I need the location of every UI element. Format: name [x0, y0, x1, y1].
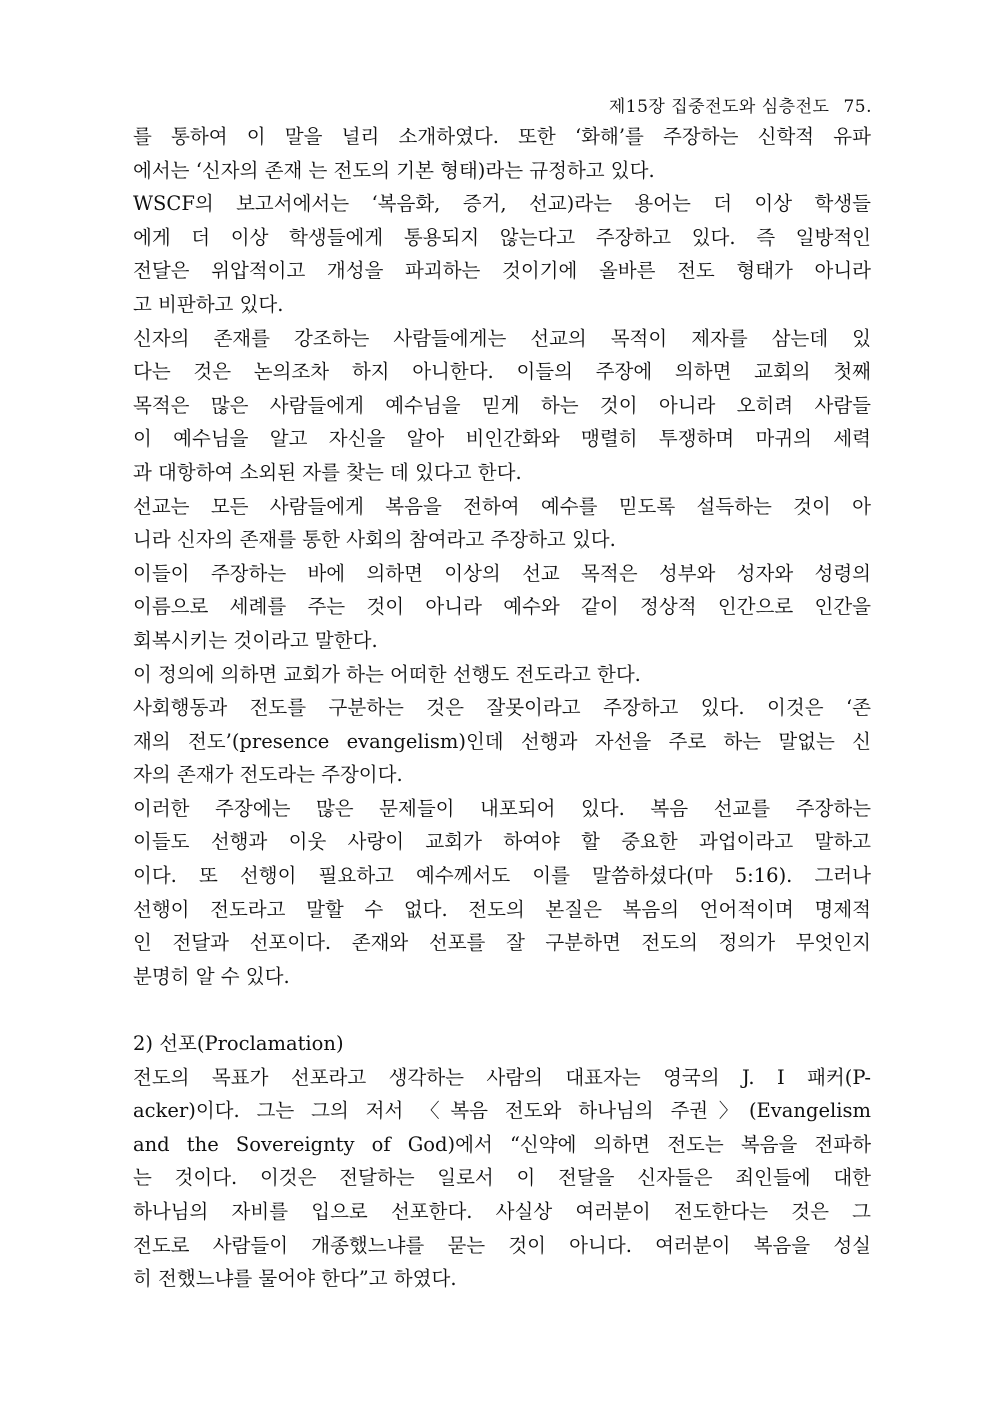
- text-line: 니라 신자의 존재를 통한 사회의 참여라고 주장하고 있다.: [133, 528, 616, 552]
- text-line: 재의 전도’(presence evangelism)인데 선행과 자선을 주로 하는 말없는 신: [133, 729, 871, 753]
- text-line: 이다. 또 선행이 필요하고 예수께서도 이를 말씀하셨다(마 5:16). 그러나: [133, 864, 871, 888]
- text-line: 회복시키는 것이라고 말한다.: [133, 628, 378, 652]
- text-line: 신자의 존재를 강조하는 사람들에게는 선교의 목적이 제자를 삼는데 있: [133, 326, 871, 350]
- text-line: 이름으로 세례를 주는 것이 아니라 예수와 같이 정상적 인간으로 인간을: [133, 595, 871, 619]
- text-line: 사회행동과 전도를 구분하는 것은 잘못이라고 주장하고 있다. 이것은 ‘존: [133, 696, 871, 720]
- text-line: 이 예수님을 알고 자신을 알아 비인간화와 맹렬히 투쟁하며 마귀의 세력: [133, 427, 871, 451]
- text-line: 이들도 선행과 이웃 사랑이 교회가 하여야 할 중요한 과업이라고 말하고: [133, 830, 871, 854]
- text-line: WSCF의 보고서에서는 ‘복음화, 증거, 선교)라는 용어는 더 이상 학생들: [133, 192, 871, 216]
- text-line: 선행이 전도라고 말할 수 없다. 전도의 본질은 복음의 언어적이며 명제적: [133, 897, 871, 921]
- text-line: 에서는 ‘신자의 존재 는 전도의 기본 형태)라는 규정하고 있다.: [133, 158, 655, 182]
- text-line: and the Sovereignty of God)에서 “신약에 의하면 전도는 복음을 전파하: [133, 1132, 871, 1156]
- section-heading: 2) 선포(Proclamation): [133, 1032, 344, 1056]
- body-text: [133, 120, 871, 1296]
- text-line: 하나님의 자비를 입으로 선포한다. 사실상 여러분이 전도한다는 것은 그: [133, 1200, 871, 1223]
- text-line: 과 대항하여 소외된 자를 찾는 데 있다고 한다.: [133, 460, 522, 484]
- text-line: 이러한 주장에는 많은 문제들이 내포되어 있다. 복음 선교를 주장하는: [133, 796, 871, 820]
- text-line: 자의 존재가 전도라는 주장이다.: [133, 763, 403, 787]
- chapter-title: 제15장 집중전도와 심층전도: [608, 97, 830, 117]
- text-line: 는 것이다. 이것은 전달하는 일로서 이 전달을 신자들은 죄인들에 대한: [133, 1166, 871, 1190]
- text-line: 전도로 사람들이 개종했느냐를 묻는 것이 아니다. 여러분이 복음을 성실: [133, 1233, 871, 1257]
- text-line: 를 통하여 이 말을 널리 소개하였다. 또한 ‘화해’를 주장하는 신학적 유파: [133, 125, 871, 148]
- text-line: 에게 더 이상 학생들에게 통용되지 않는다고 주장하고 있다. 즉 일방적인: [133, 225, 871, 249]
- text-line: 목적은 많은 사람들에게 예수님을 믿게 하는 것이 아니라 오히려 사람들: [133, 393, 871, 417]
- text-line: 분명히 알 수 있다.: [133, 964, 290, 988]
- text-line: 전도의 목표가 선포라고 생각하는 사람의 대표자는 영국의 J. I 패커(P-: [133, 1065, 871, 1089]
- page-number: 75.: [843, 97, 872, 117]
- text-line: 히 전했느냐를 물어야 한다”고 하였다.: [133, 1267, 457, 1291]
- text-line: 선교는 모든 사람들에게 복음을 전하여 예수를 믿도록 설득하는 것이 아: [133, 494, 871, 518]
- text-line: 이들이 주장하는 바에 의하면 이상의 선교 목적은 성부와 성자와 성령의: [133, 561, 871, 585]
- running-header: [609, 92, 872, 117]
- text-line: 고 비판하고 있다.: [133, 292, 284, 316]
- text-line: 전달은 위압적이고 개성을 파괴하는 것이기에 올바른 전도 형태가 아니라: [133, 259, 871, 283]
- text-line: 다는 것은 논의조차 하지 아니한다. 이들의 주장에 의하면 교회의 첫째: [133, 360, 871, 384]
- text-line: acker)이다. 그는 그의 저서 〈복음 전도와 하나님의 주권〉(Evangelism: [133, 1099, 871, 1123]
- paragraph-gap: [133, 993, 871, 1027]
- text-line: 이 정의에 의하면 교회가 하는 어떠한 선행도 전도라고 한다.: [133, 662, 641, 686]
- text-line: 인 전달과 선포이다. 존재와 선포를 잘 구분하면 전도의 정의가 무엇인지: [133, 931, 871, 955]
